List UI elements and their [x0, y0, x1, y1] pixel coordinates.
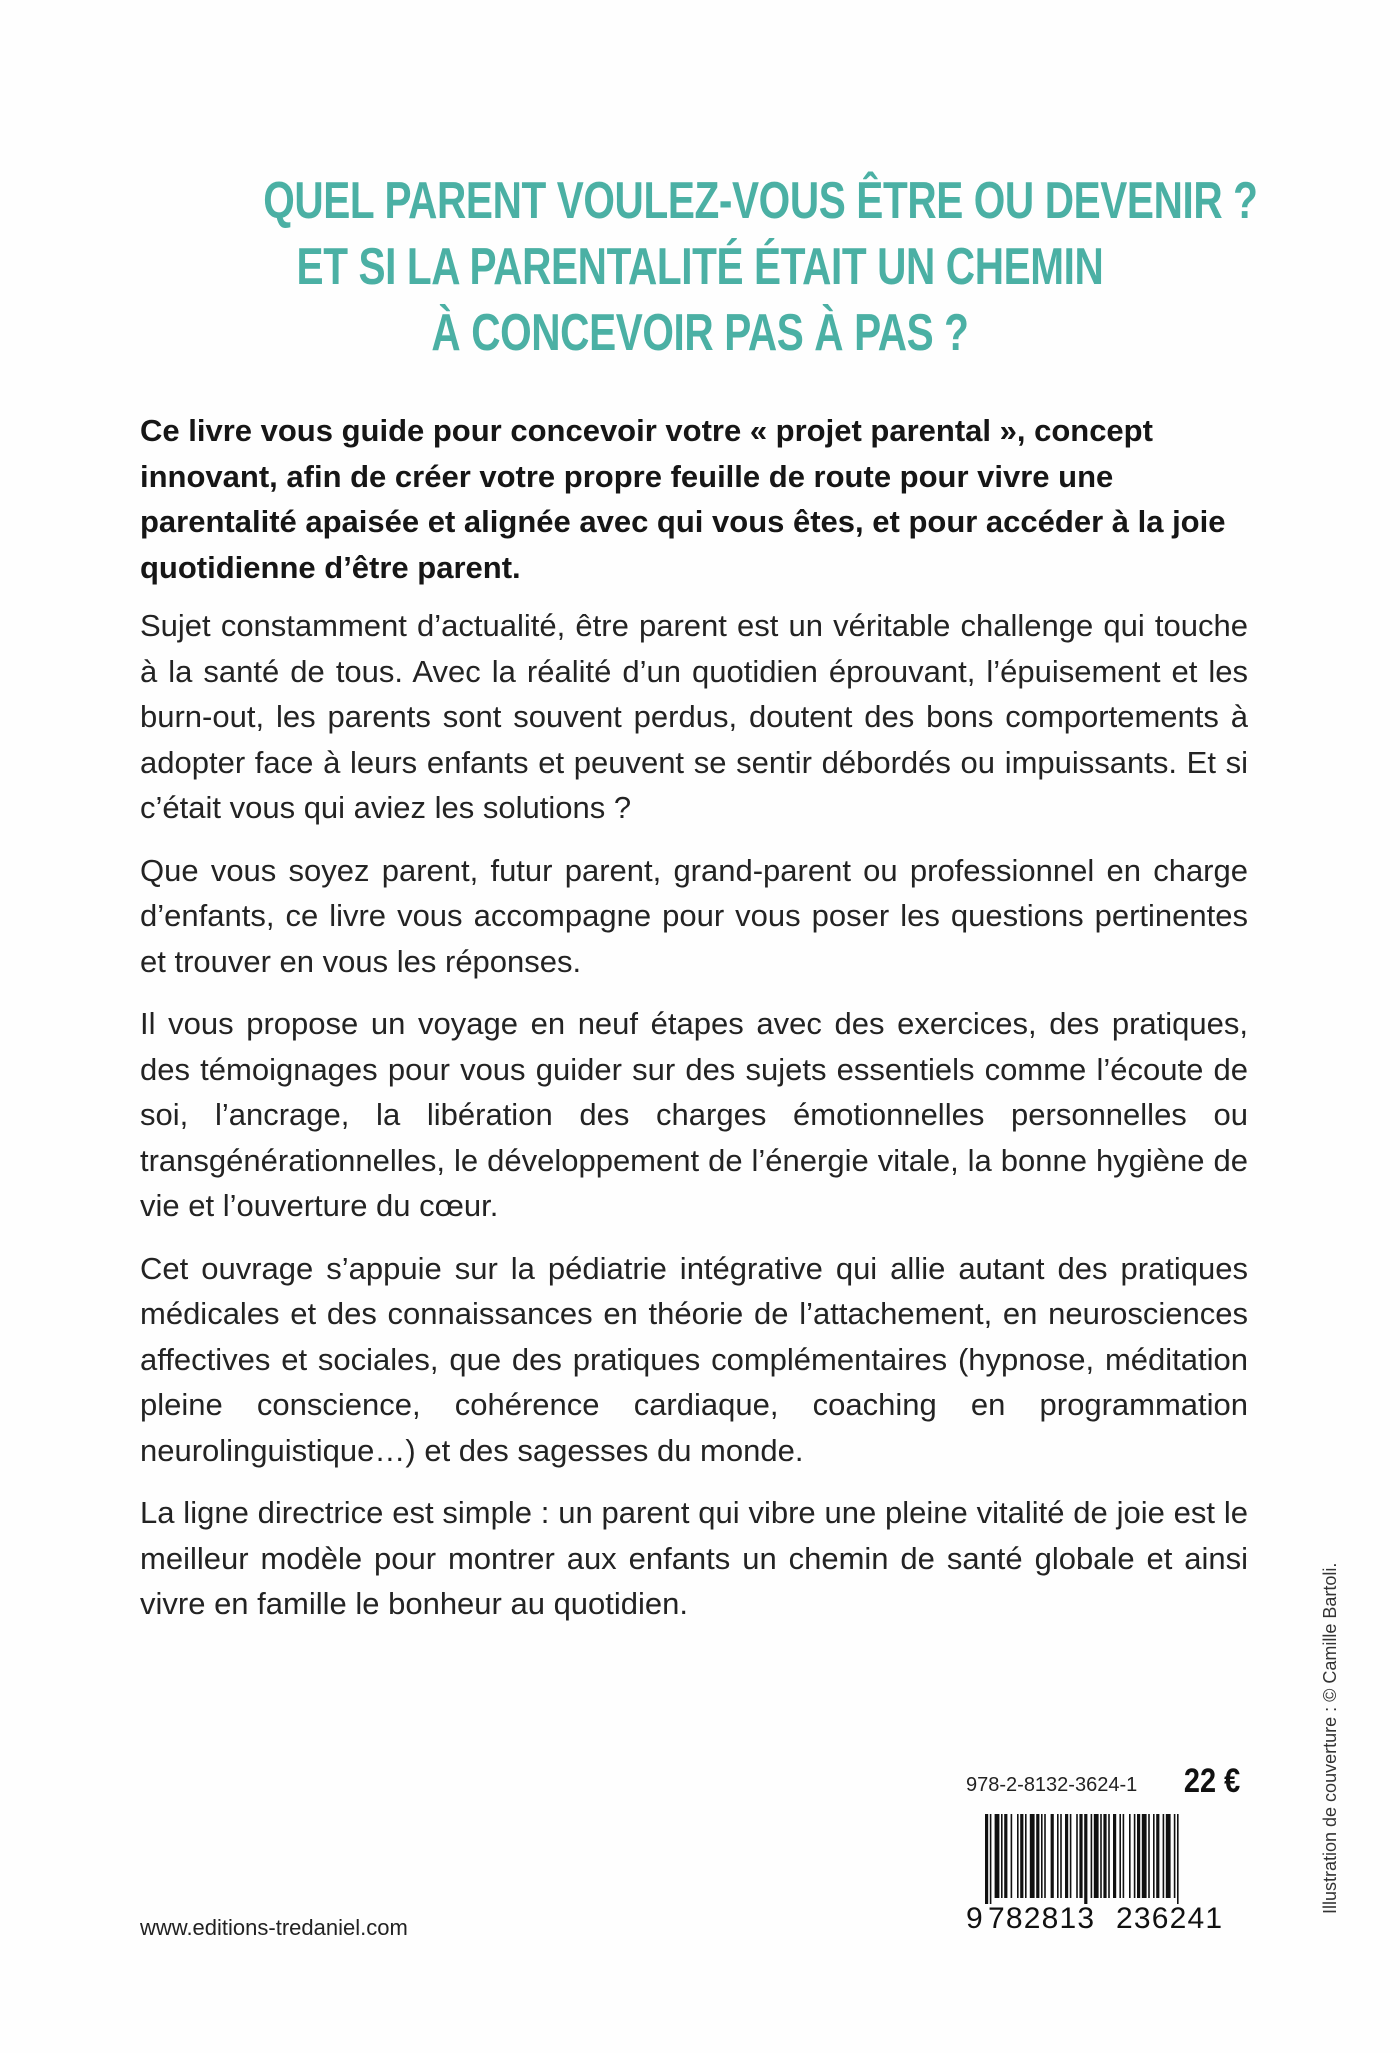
back-cover-text	[140, 408, 1248, 1644]
headline	[263, 168, 1258, 366]
intro-paragraph: Ce livre vous guide pour concevoir votre « projet parental », concept innovant, afin de créer votre propre feuille de route pour vivre une parentalité apaisée et alignée avec qui vous êtes, et pour accéder à la joie quotidienne d’être parent.	[140, 413, 1226, 585]
barcode-digit-group-2: 236241	[1116, 1902, 1224, 1935]
price: 22 €	[1183, 1762, 1240, 1800]
barcode-digit-group-1: 782813	[988, 1902, 1096, 1935]
isbn-price-row	[966, 1762, 1248, 1801]
paragraph-5: La ligne directrice est simple : un parent qui vibre une pleine vitalité de joie est le meilleur modèle pour montrer aux enfants un chemin de santé globale et ainsi vivre en famille le bonheur au quotidien.	[140, 1495, 1248, 1621]
publisher-website: www.editions-tredaniel.com	[140, 1915, 408, 1940]
paragraph-3: Il vous propose un voyage en neuf étapes avec des exercices, des pratiques, des témoignages pour vous guider sur des sujets essentiels comme l’écoute de soi, l’ancrage, la libération des charges émotionnelles personnelles ou transgénérationnelles, le développement de l’énergie vitale, la bonne hygiène de vie et l’ouverture du cœur.	[140, 1006, 1248, 1223]
paragraph-4: Cet ouvrage s’appuie sur la pédiatrie intégrative qui allie autant des pratiques médicales et des connaissances en théorie de l’attachement, en neurosciences affectives et sociales, que des pratiques complémentaires (hypnose, méditation pleine conscience, cohérence cardiaque, coaching en programmation neurolinguistique…) et des sagesses du monde.	[140, 1250, 1248, 1468]
headline-line-1: QUEL PARENT VOULEZ-VOUS ÊTRE OU DEVENIR ?	[263, 172, 1258, 230]
barcode-digits	[966, 1902, 1248, 1936]
isbn-number: 978-2-8132-3624-1	[966, 1774, 1138, 1796]
headline-line-2: ET SI LA PARENTALITÉ ÉTAIT UN CHEMIN	[296, 238, 1104, 296]
cover-illustration-credit: Illustration de couverture : © Camille Bartoli.	[1320, 1562, 1340, 1914]
headline-line-3: À CONCEVOIR PAS À PAS ?	[431, 304, 969, 362]
paragraph-2: Que vous soyez parent, futur parent, grand-parent ou professionnel en charge d’enfants, ce livre vous accompagne pour vous poser les questions pertinentes et trouver en vous les réponses.	[140, 852, 1248, 979]
barcode-first-digit: 9	[966, 1902, 984, 1935]
paragraph-1: Sujet constamment d’actualité, être parent est un véritable challenge qui touche à la santé de tous. Avec la réalité d’un quotidien éprouvant, l’épuisement et les burn-out, les parents sont souvent perdus, doutent des bons comportements à adopter face à leurs enfants et peuvent se sentir débordés ou impuissants. Et si c’était vous qui aviez les solutions ?	[140, 608, 1248, 825]
barcode	[985, 1814, 1243, 1904]
